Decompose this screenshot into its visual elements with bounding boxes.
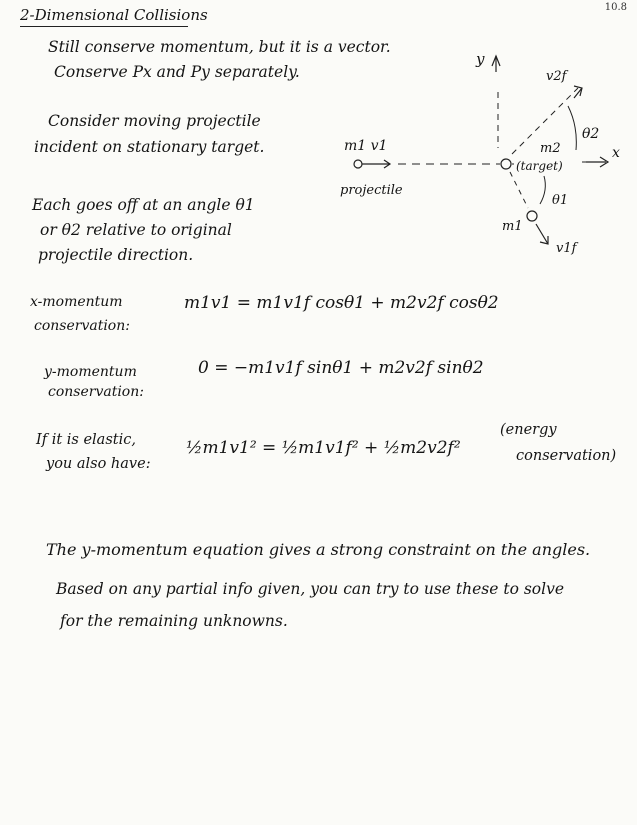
collision-diagram <box>330 40 630 270</box>
energy-note: conservation) <box>516 448 617 464</box>
summary-line: for the remaining unknowns. <box>60 612 288 630</box>
v2f-label: v2f <box>546 69 567 84</box>
intro-line: Conserve Px and Py separately. <box>54 63 300 81</box>
angle-line: projectile direction. <box>38 246 194 264</box>
target-caption: (target) <box>516 159 563 173</box>
x-momentum-equation: m1v1 = m1v1f cosθ1 + m2v2f cosθ2 <box>184 293 499 313</box>
consider-line: Consider moving projectile <box>48 112 261 130</box>
x-momentum-label: x-momentum <box>30 294 123 310</box>
energy-equation: ½m1v1² = ½m1v1f² + ½m2v2f² <box>186 438 461 458</box>
y-momentum-equation: 0 = −m1v1f sinθ1 + m2v2f sinθ2 <box>198 358 484 378</box>
v1f-label: v1f <box>556 241 577 256</box>
y-momentum-label: conservation: <box>48 384 144 400</box>
x-axis-label: x <box>612 145 620 161</box>
projectile-label: m1 v1 <box>344 138 388 154</box>
summary-line: Based on any partial info given, you can try to use these to solve <box>56 580 564 598</box>
y-momentum-label: y-momentum <box>44 364 137 380</box>
page-number: 10.8 <box>604 2 627 13</box>
angle-line: or θ2 relative to original <box>40 221 232 239</box>
target-mass-label: m2 <box>540 141 561 156</box>
y-axis-label: y <box>476 50 485 68</box>
v1f-path <box>510 172 528 208</box>
summary-line: The y-momentum equation gives a strong constraint on the angles. <box>46 540 591 559</box>
page-title: 2-Dimensional Collisions <box>20 6 208 24</box>
theta2-arc <box>568 106 576 150</box>
scattered-mass-label: m1 <box>502 219 523 234</box>
elastic-label: you also have: <box>46 456 151 472</box>
projectile-circle <box>354 160 362 168</box>
theta1-label: θ1 <box>552 193 569 208</box>
elastic-label: If it is elastic, <box>36 432 136 448</box>
projectile-caption: projectile <box>340 183 403 198</box>
title-underline <box>20 26 188 27</box>
theta2-label: θ2 <box>582 126 600 142</box>
theta1-arc <box>540 176 545 204</box>
scattered-projectile-circle <box>527 211 537 221</box>
consider-line: incident on stationary target. <box>34 138 265 156</box>
x-momentum-label: conservation: <box>34 318 130 334</box>
energy-note: (energy <box>500 422 557 438</box>
angle-line: Each goes off at an angle θ1 <box>32 196 255 214</box>
target-circle <box>501 159 511 169</box>
intro-line: Still conserve momentum, but it is a vector. <box>48 38 391 56</box>
